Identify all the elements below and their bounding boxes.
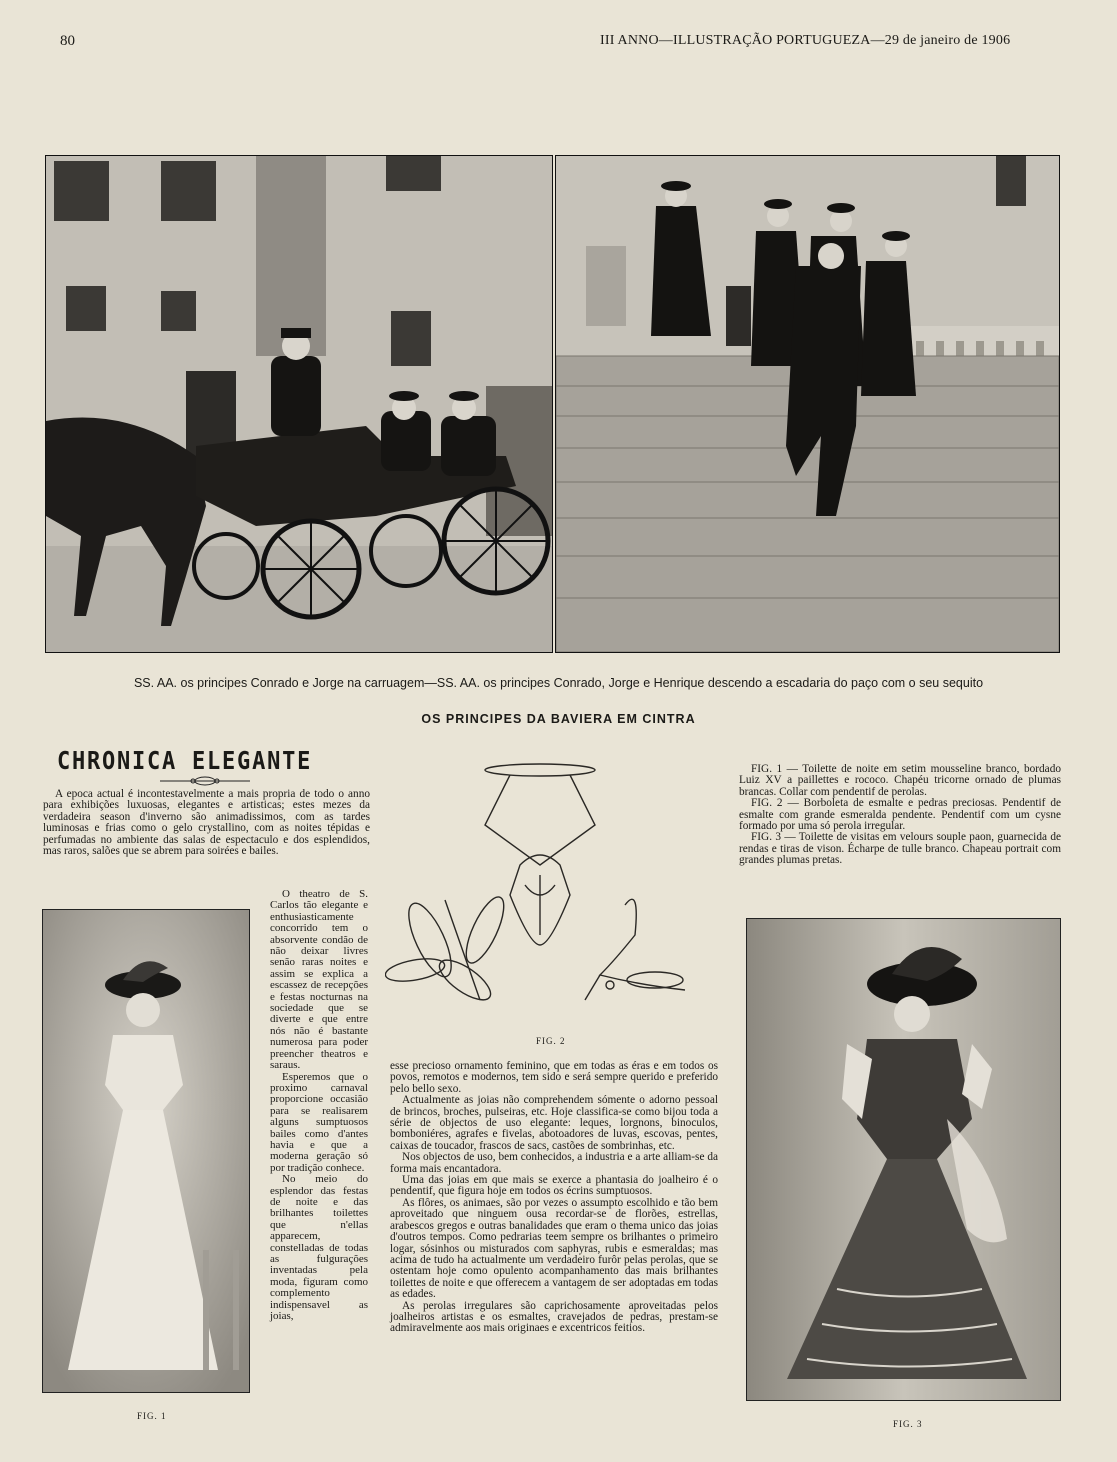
fig1-plate — [42, 909, 250, 1393]
fig-note: FIG. 2 — Borboleta de esmalte e pedras preciosas. Pendentif de esmalte com grande esmeralda pendente. Pendentif com um cysne formado por uma só perola irregular. — [739, 797, 1061, 833]
fig-notes — [739, 764, 1061, 867]
intro-text: A epoca actual é incontestavelmente a mais propria de todo o anno para exhibições luxuosas, elegantes e artisticas; estes mezes da verdadeira season d'inverno são animadissimos, com as tardes luminosas e frias como o gelo crystallino, com as noites tépidas e perfumadas no ambiente das salas de espectaculo e dos esplendidos, mas raros, salões que se abrem para soirées e bailes. — [43, 788, 370, 858]
article-headline: OS PRINCIPES DA BAVIERA EM CINTRA — [421, 712, 696, 726]
middle-paragraph: As perolas irregulares são caprichosamente aproveitadas pelos joalheiros artistas e os esmaltes, cravejados de pedras, prestam-se admiravelmente aos mais originaes e excentricos feitios. — [390, 1299, 718, 1335]
photo-caption: SS. AA. os principes Conrado e Jorge na carruagem—SS. AA. os principes Conrado, Jorge e Henrique descendo a escadaria do paço com o seu sequito — [133, 676, 984, 690]
narrow-paragraph: No meio do esplendor das festas de noite e das brilhantes toilettes que n'ellas apparecem, constelladas de todas as fulgurações inventadas pela moda, figuram como complemento indispensavel as joias, — [270, 1173, 368, 1323]
narrow-column — [270, 889, 368, 1322]
carriage-photo — [45, 155, 553, 653]
middle-paragraph: As flôres, os animaes, são por vezes o assumpto escolhido e tão bem aproveitado que ninguem ousa recordar-se de florões, estrellas, arabescos gregos e outras banalidades que eram o thema unico das joias d'outros tempos. Como pedrarias teem sempre os brilhantes o primeiro logar, sósinhos ou misturados com saphyras, rubis e esmeraldas; mas acima de tudo ha actualmente um verdadeiro furôr pelas perolas, que se ostentam hoje como opulento acompanhamento das mais brilhantes toilettes de noite e que offerecem a vantagem de ser adoptadas em todas as edades. — [390, 1196, 718, 1301]
fig3-label: FIG. 3 — [893, 1419, 923, 1429]
fig-note: FIG. 1 — Toilette de noite em setim mousseline branco, bordado Luiz XV a paillettes e rococo. Chapéu tricorne ornado de plumas brancas. Collar com pendentif de perolas. — [739, 763, 1061, 798]
title-ornament — [160, 776, 250, 786]
middle-paragraph: Actualmente as joias não comprehendem sómente o adorno pessoal de brincos, broches, pulseiras, etc. Hoje classifica-se como bijou toda a série de objectos de uso elegante: leques, lorgnons, binoculos, bomboniéres, agrafes e fivelas, abotoadores de luvas, escovas, pentes, caixas de toucador, frascos de sacs, castões de sombrinhas, etc. — [390, 1094, 718, 1152]
page-number: 80 — [60, 33, 75, 49]
fig2-jewelry-illustration — [385, 755, 730, 1040]
fig-note: FIG. 3 — Toilette de visitas em velours souple paon, guarnecida de rendas e tiras de vison. Écharpe de tulle branco. Chapeau portrait com grandes plumas pretas. — [739, 831, 1061, 867]
middle-paragraph: esse precioso ornamento feminino, que em todas as éras e em todos os povos, remotos e modernos, tem sido e será sempre querido e preferido pelo bello sexo. — [390, 1060, 718, 1095]
middle-paragraph: Nos objectos de uso, bem conhecidos, a industria e a arte alliam-se da forma mais encantadora. — [390, 1151, 718, 1175]
stairs-photo — [555, 155, 1060, 653]
running-title: III ANNO—ILLUSTRAÇÃO PORTUGUEZA—29 de janeiro de 1906 — [600, 33, 1011, 48]
middle-paragraph: Uma das joias em que mais se exerce a phantasia do joalheiro é o pendentif, que figura hoje em todos os écrins sumptuosos. — [390, 1174, 718, 1198]
narrow-paragraph: Esperemos que o proximo carnaval proporcione occasião para se realisarem alguns sumptuosos bailes como d'antes havia e que a moderna geração só por tradição conhece. — [270, 1070, 368, 1174]
fig1-label: FIG. 1 — [137, 1411, 167, 1421]
intro-paragraph — [43, 789, 370, 857]
narrow-paragraph: O theatro de S. Carlos tão elegante e enthusiasticamente concorrido tem o absorvente condão de não deixar livres senão raras noites e assim se explica a escassez de recepções e festas nocturnas na sociedade que se diverte e que entre nós não é bastante numerosa para poder preencher theatros e saraus. — [270, 888, 368, 1072]
middle-column — [390, 1061, 718, 1335]
section-title: CHRONICA ELEGANTE — [57, 746, 313, 775]
fig3-plate — [746, 918, 1061, 1401]
fig2-label: FIG. 2 — [536, 1036, 566, 1046]
